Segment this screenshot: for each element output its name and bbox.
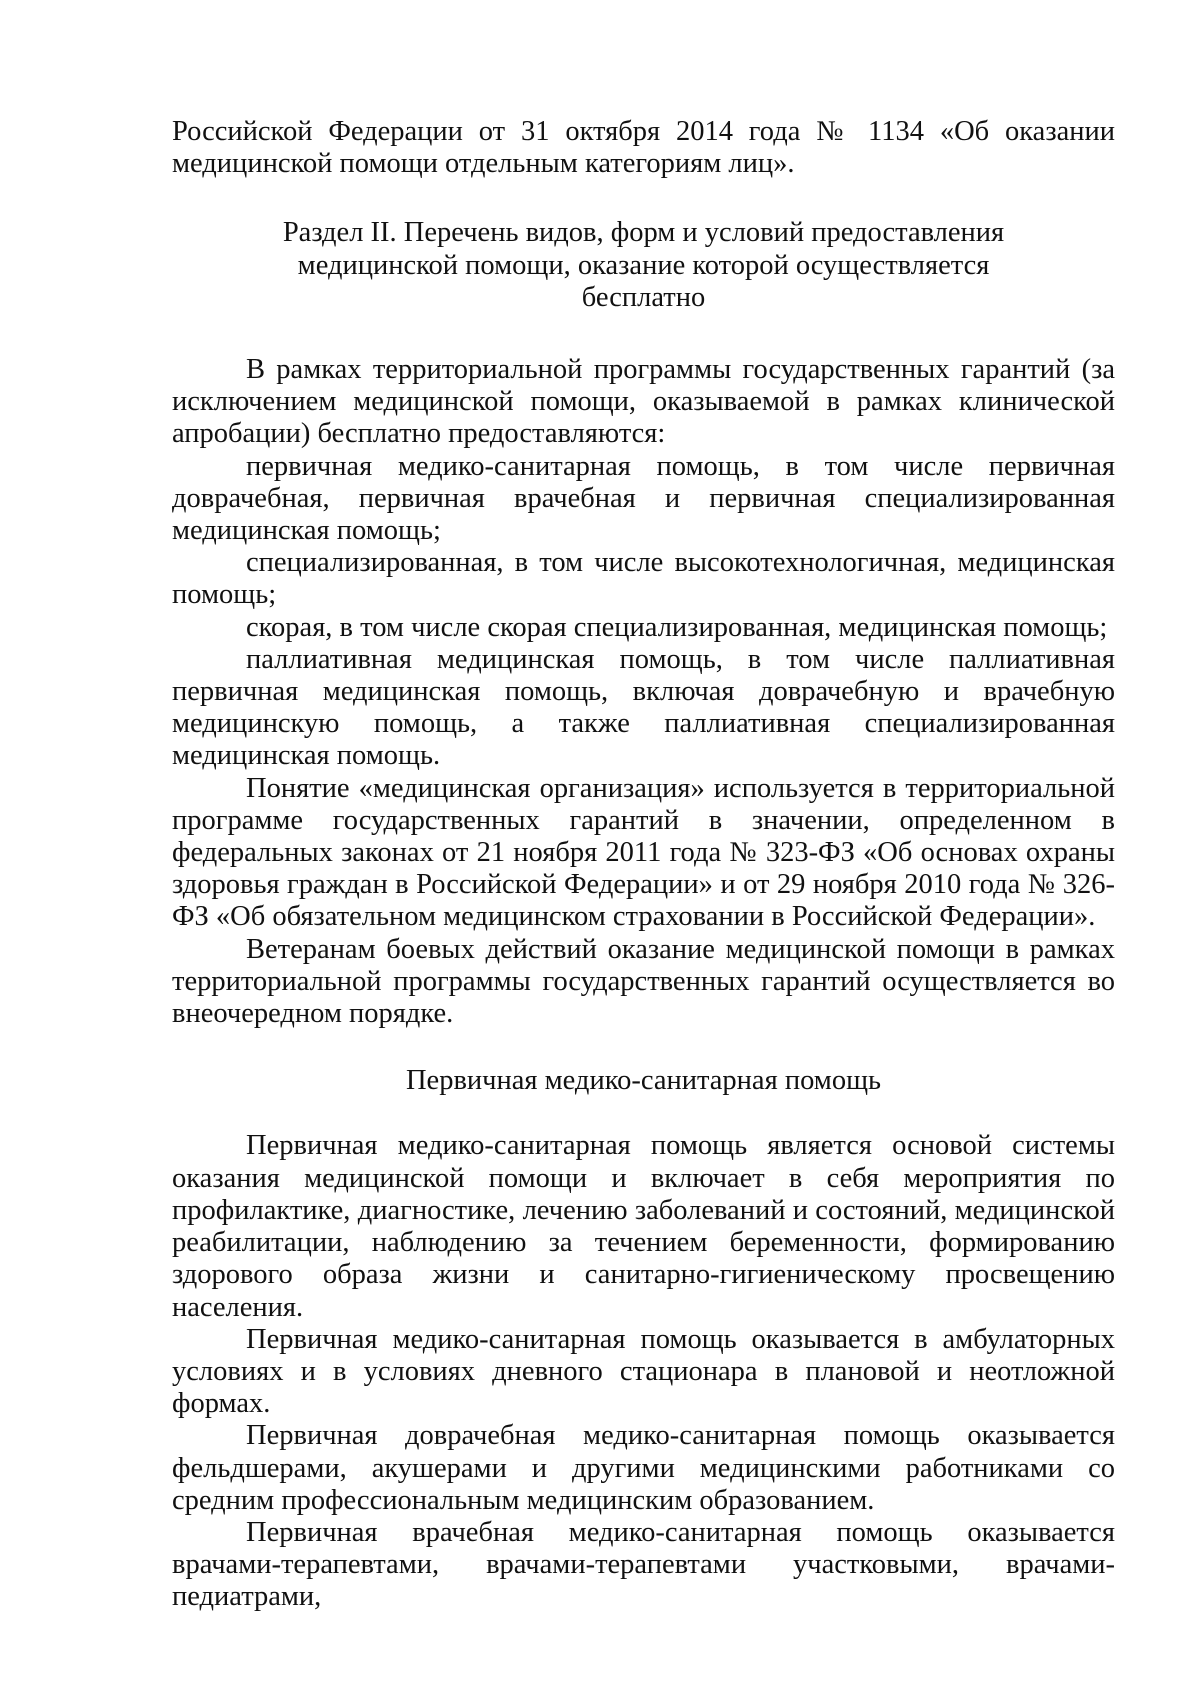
section-heading-line-2: медицинской помощи, оказание которой осуществляется bbox=[297, 249, 990, 281]
spacer bbox=[172, 1097, 1115, 1130]
section-heading-line-3: бесплатно bbox=[581, 281, 706, 313]
section-heading-line-1: Раздел II. Перечень видов, форм и условий предоставления bbox=[282, 217, 1005, 249]
section-heading bbox=[172, 217, 1115, 314]
section-paragraph-7: Ветеранам боевых действий оказание медицинской помощи в рамках территориальной программы государственных гарантий осуществляется во внеочередном порядке. bbox=[172, 933, 1115, 1030]
subsection-paragraph-4: Первичная врачебная медико-санитарная помощь оказывается врачами-терапевтами, врачами-терапевтами участковыми, врачами-педиатрами, bbox=[172, 1516, 1115, 1613]
section-paragraph-2: первичная медико-санитарная помощь, в том числе первичная доврачебная, первичная врачебная и первичная специализированная медицинская помощь; bbox=[172, 450, 1115, 547]
subsection-paragraph-1: Первичная медико-санитарная помощь является основой системы оказания медицинской помощи и включает в себя мероприятия по профилактике, диагностике, лечению заболеваний и состояний, медицинской реабилитации, наблюдению за течением беременности, формированию здорового образа жизни и санитарно-гигиеническому просвещению населения. bbox=[172, 1130, 1115, 1323]
spacer bbox=[172, 1030, 1115, 1065]
page-content bbox=[172, 116, 1115, 1614]
subsection-paragraph-3: Первичная доврачебная медико-санитарная помощь оказывается фельдшерами, акушерами и другими медицинскими работниками со средним профессиональным медицинским образованием. bbox=[172, 1420, 1115, 1516]
section-paragraph-5: паллиативная медицинская помощь, в том числе паллиативная первичная медицинская помощь, включая доврачебную и врачебную медицинскую помощь, а также паллиативная специализированная медицинская помощь. bbox=[172, 643, 1115, 772]
section-paragraph-3: специализированная, в том числе высокотехнологичная, медицинская помощь; bbox=[172, 547, 1115, 611]
section-paragraph-1: В рамках территориальной программы государственных гарантий (за исключением медицинской помощи, оказываемой в рамках клинической апробации) бесплатно предоставляются: bbox=[172, 354, 1115, 450]
subsection-paragraph-2: Первичная медико-санитарная помощь оказывается в амбулаторных условиях и в условиях дневного стационара в плановой и неотложной формах. bbox=[172, 1323, 1115, 1420]
spacer bbox=[172, 180, 1115, 217]
section-paragraph-4: скорая, в том числе скорая специализированная, медицинская помощь; bbox=[246, 611, 1108, 643]
subheading: Первичная медико-санитарная помощь bbox=[405, 1065, 882, 1097]
spacer bbox=[172, 314, 1115, 354]
intro-paragraph: Российской Федерации от 31 октября 2014 года № 1134 «Об оказании медицинской помощи отдельным категориям лиц». bbox=[172, 116, 1115, 180]
section-paragraph-6: Понятие «медицинская организация» используется в территориальной программе государственных гарантий в значении, определенном в федеральных законах от 21 ноября 2011 года № 323-ФЗ «Об основах охраны здоровья граждан в Российской Федерации» и от 29 ноября 2010 года № 326-ФЗ «Об обязательном медицинском страховании в Российской Федерации». bbox=[172, 772, 1115, 933]
